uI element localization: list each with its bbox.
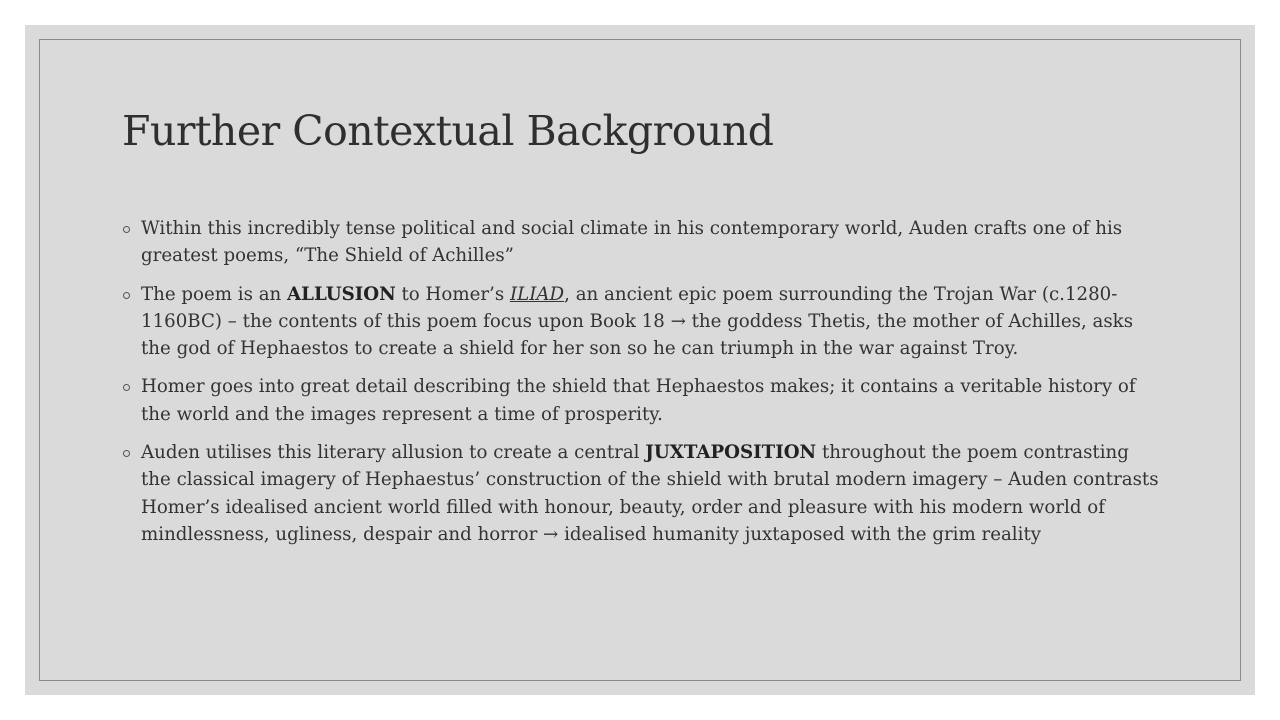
bullet-text-segment: throughout the poem contrasting the classical imagery of Hephaestus’ construction of the shield with brutal modern imagery – Auden contrasts Homer’s idealised ancient world filled with honour, beauty, order and pleasure with his modern world of mindlessness, ugliness, despair and horror → idealised humanity juxtaposed with the grim reality (141, 442, 1159, 545)
bullet-circle-icon (123, 450, 130, 457)
bullet-text-segment: The poem is an (141, 283, 288, 305)
bullet-circle-icon (123, 226, 130, 233)
bullet-item-1 (120, 215, 1160, 270)
juxtaposition-term: JUXTAPOSITION (645, 442, 817, 464)
bullet-circle-icon (123, 384, 130, 391)
bullet-list (120, 215, 1160, 559)
bullet-item-2 (120, 281, 1160, 363)
bullet-item-4 (120, 439, 1160, 548)
allusion-term: ALLUSION (287, 283, 396, 305)
bullet-text: Homer goes into great detail describing the shield that Hephaestos makes; it contains a veritable history of the world and the images represent a time of prosperity. (141, 376, 1136, 425)
bullet-text-segment: Auden utilises this literary allusion to create a central (141, 442, 646, 464)
bullet-text-segment: , an ancient epic poem surrounding the Trojan War (c.1280-1160BC) – the contents of this poem focus upon Book 18 → the goddess Thetis, the mother of Achilles, asks the god of Hephaestos to create a shield for her son so he can triumph in the war against Troy. (141, 283, 1134, 360)
slide (25, 25, 1255, 695)
slide-title: Further Contextual Background (122, 107, 774, 155)
iliad-title: ILIAD (509, 283, 565, 305)
bullet-item-3 (120, 373, 1160, 428)
bullet-text: Within this incredibly tense political and social climate in his contemporary world, Auden crafts one of his greatest poems, “The Shield of Achilles” (141, 218, 1123, 267)
bullet-circle-icon (123, 292, 130, 299)
bullet-text-segment: to Homer’s (395, 283, 510, 305)
